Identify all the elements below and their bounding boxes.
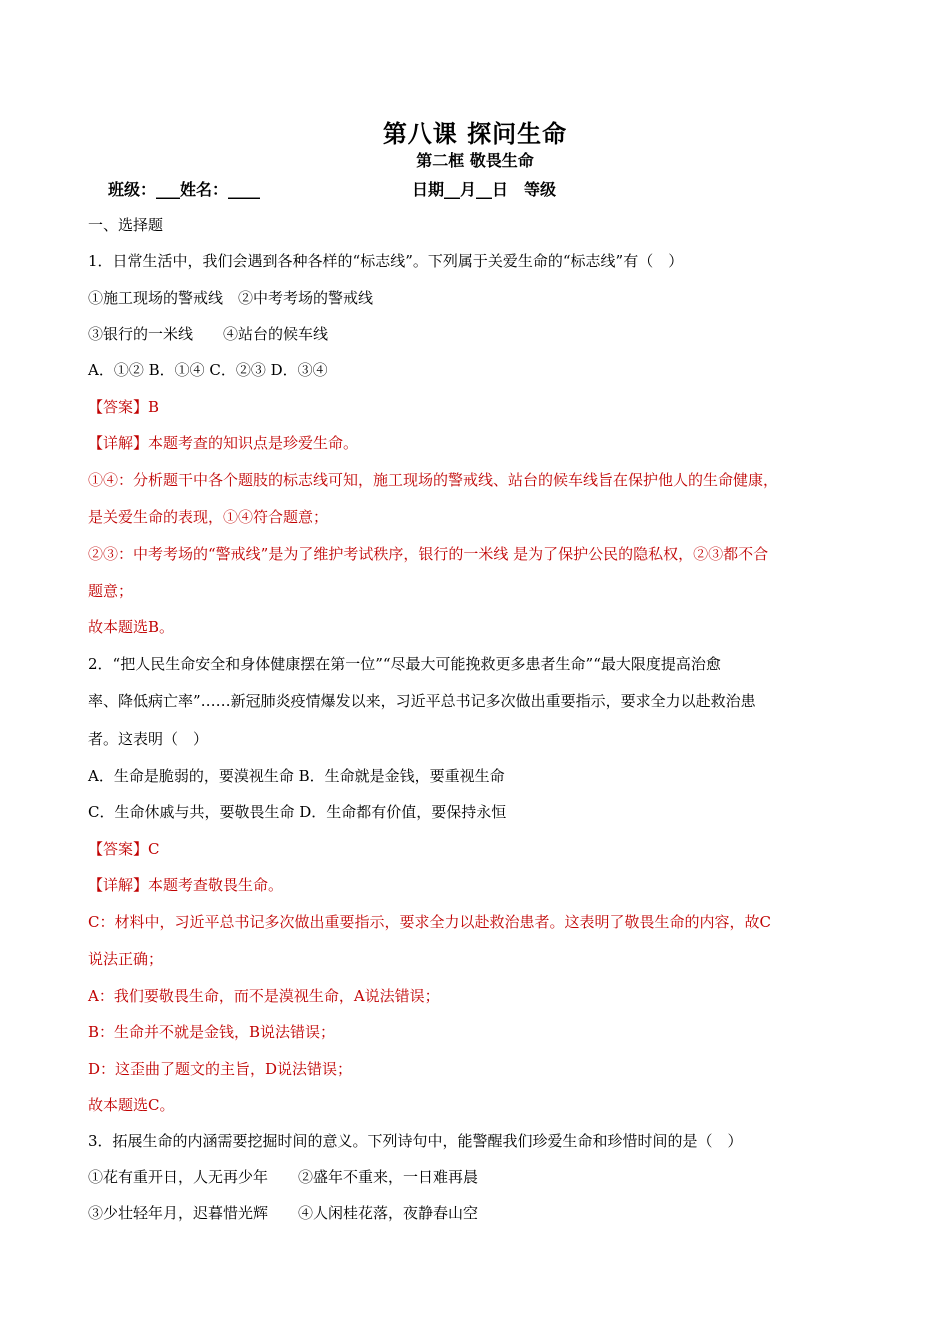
question-1-options-b: ③银行的一米线 ④站台的候车线 [88, 325, 329, 343]
question-2-explanation-line: D：这歪曲了题文的主旨，D说法错误； [88, 1060, 353, 1078]
question-1-choices: A．①② B．①④ C．②③ D．③④ [88, 361, 328, 379]
question-2-choices-a: A．生命是脆弱的，要漠视生命 B．生命就是金钱，要重视生命 [88, 767, 505, 785]
question-1-explanation-line: ②③：中考考场的“警戒线”是为了维护考试秩序，银行的一米线 是为了保护公民的隐私权，②③都不合 [88, 545, 769, 563]
question-2-stem-line: 者。这表明（ ） [88, 730, 209, 748]
question-1-answer: 【答案】B [88, 398, 160, 416]
page-title: 第八课 探问生命 [382, 119, 568, 148]
question-1-explanation: 【详解】本题考查的知识点是珍爱生命。 [88, 434, 359, 452]
question-2-explanation-line: C：材料中，习近平总书记多次做出重要指示，要求全力以赴救治患者。这表明了敬畏生命的内容，故C [88, 913, 771, 931]
section-heading: 一、选择题 [88, 216, 164, 234]
question-1-explanation-line: 是关爱生命的表现，①④符合题意； [88, 508, 329, 526]
question-2-stem: 2．“把人民生命安全和身体健康摆在第一位”“尽最大可能挽救更多患者生命”“最大限度提高治愈 [88, 655, 721, 673]
question-2-conclusion: 故本题选C。 [88, 1096, 175, 1114]
question-1-options-a: ①施工现场的警戒线 ②中考考场的警戒线 [88, 289, 374, 307]
question-2-stem-line: 率、降低病亡率”……新冠肺炎疫情爆发以来，习近平总书记多次做出重要指示，要求全力以赴救治患 [88, 692, 756, 710]
question-2-explanation: 【详解】本题考查敬畏生命。 [88, 876, 284, 894]
question-2-answer: 【答案】C [88, 840, 160, 858]
date-grade-line: 日期__月__日 等级 [412, 180, 557, 199]
question-1-explanation-line: ①④：分析题干中各个题肢的标志线可知，施工现场的警戒线、站台的候车线旨在保护他人的生命健康， [88, 471, 779, 489]
question-2-explanation-line: B：生命并不就是金钱，B说法错误； [88, 1023, 336, 1041]
class-name-line: 班级：___姓名：____ [108, 180, 261, 199]
question-1-conclusion: 故本题选B。 [88, 618, 175, 636]
question-2-choices-b: C．生命休戚与共，要敬畏生命 D．生命都有价值，要保持永恒 [88, 803, 507, 821]
question-2-explanation-line: 说法正确； [88, 950, 164, 968]
page-subtitle: 第二框 敬畏生命 [416, 151, 534, 170]
question-1-explanation-line: 题意； [88, 582, 134, 600]
question-3-stem: 3．拓展生命的内涵需要挖掘时间的意义。下列诗句中，能警醒我们珍爱生命和珍惜时间的是（ ） [88, 1132, 743, 1150]
question-3-options-a: ①花有重开日，人无再少年 ②盛年不重来，一日难再晨 [88, 1168, 479, 1186]
question-3-options-b: ③少壮轻年月，迟暮惜光辉 ④人闲桂花落，夜静春山空 [88, 1204, 479, 1222]
question-2-explanation-line: A：我们要敬畏生命，而不是漠视生命，A说法错误； [88, 987, 440, 1005]
question-1-stem: 1．日常生活中，我们会遇到各种各样的“标志线”。下列属于关爱生命的“标志线”有（ ） [88, 252, 684, 270]
